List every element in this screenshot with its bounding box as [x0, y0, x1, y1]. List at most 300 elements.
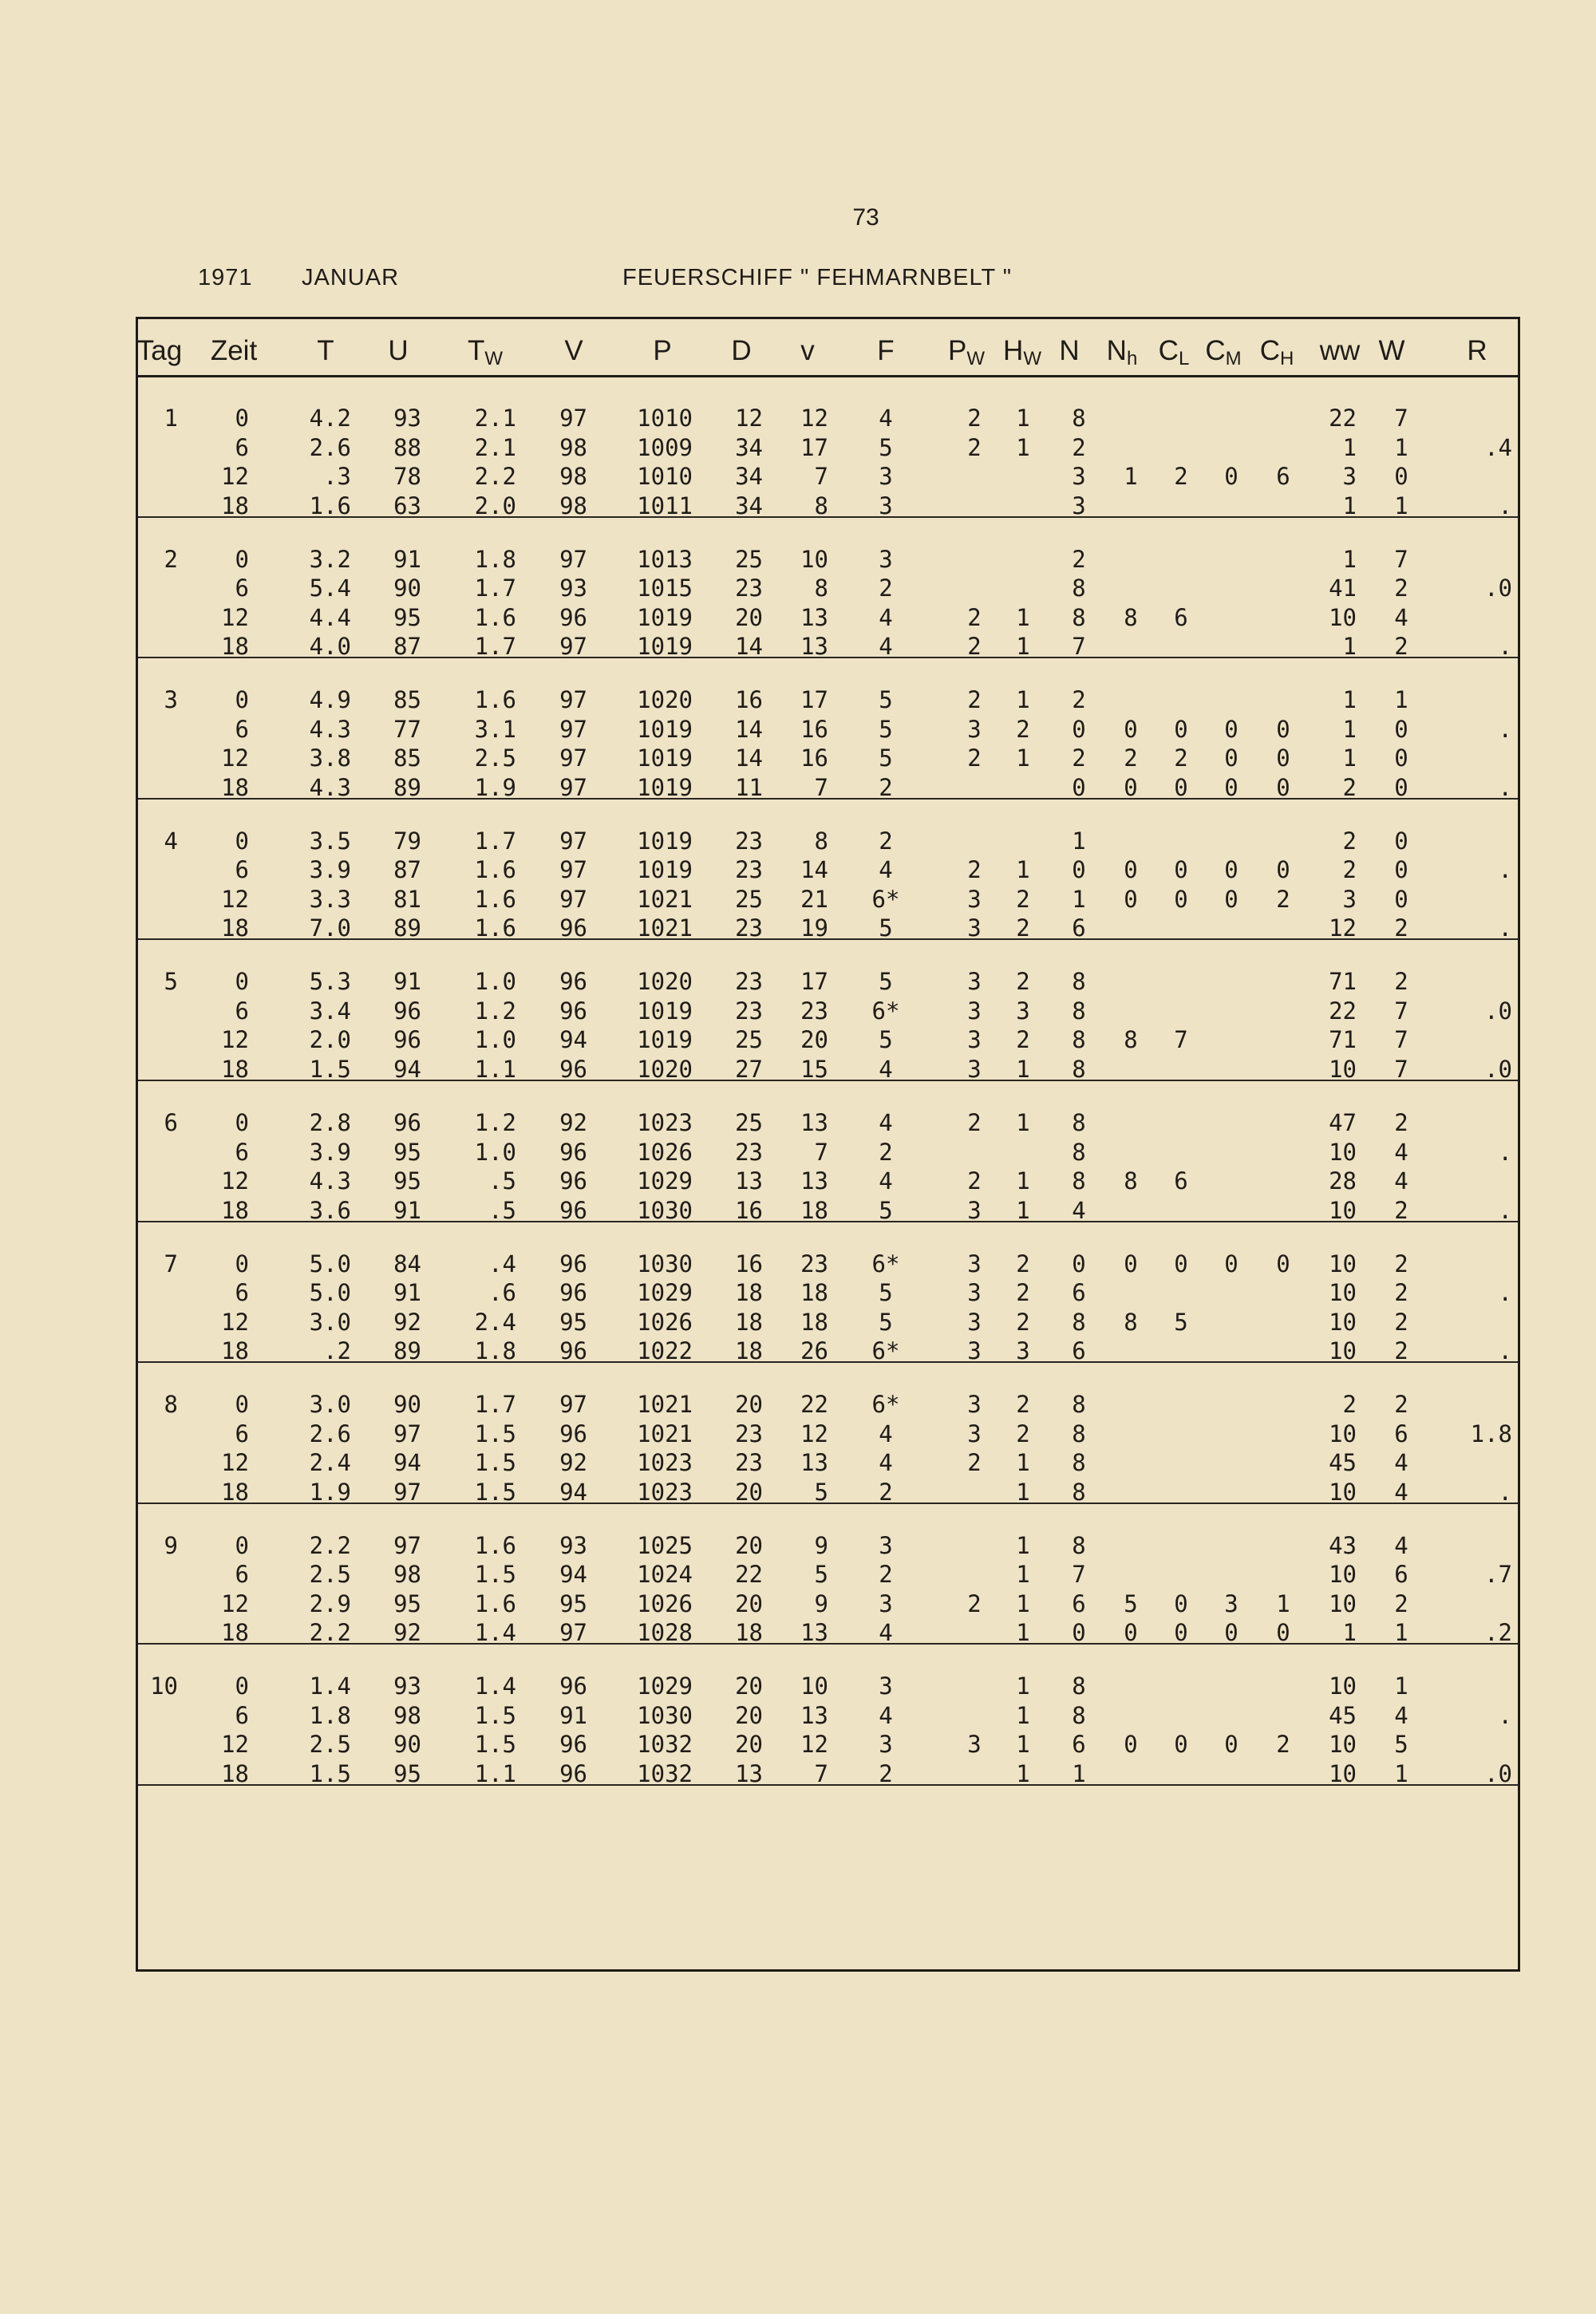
table-row — [138, 1250, 1518, 1278]
cell-u: 84 — [393, 1250, 421, 1277]
cell-zeit: 6 — [235, 1279, 249, 1307]
cell-n: 7 — [1072, 633, 1086, 661]
cell-p: 1020 — [637, 686, 693, 714]
cell-f: 2 — [879, 827, 893, 855]
cell-tw: 3.1 — [474, 715, 516, 743]
cell-d: 14 — [735, 744, 763, 772]
cell-v: 12 — [800, 1731, 828, 1759]
cell-w: 0 — [1394, 885, 1408, 913]
cell-cm: 0 — [1224, 1619, 1238, 1647]
cell-zeit: 12 — [221, 1026, 249, 1054]
cell-n: 0 — [1072, 1619, 1086, 1647]
cell-u: 98 — [393, 1701, 421, 1729]
cell-v: 92 — [559, 1109, 587, 1136]
cell-ww: 1 — [1342, 744, 1357, 772]
cell-w: 0 — [1394, 715, 1408, 743]
cell-tw: 2.5 — [474, 744, 516, 772]
cell-w: 2 — [1394, 575, 1408, 602]
cell-p: 1025 — [637, 1531, 693, 1559]
column-header-subscript: W — [484, 348, 504, 369]
cell-pw: 3 — [967, 1055, 982, 1083]
column-header — [564, 335, 583, 367]
cell-f: 5 — [879, 968, 893, 996]
cell-n: 2 — [1072, 545, 1086, 573]
day-separator — [138, 1221, 1518, 1222]
cell-u: 91 — [393, 1279, 421, 1307]
day-block — [138, 967, 1518, 1108]
cell-zeit: 6 — [235, 1138, 249, 1166]
cell-u: 97 — [393, 1420, 421, 1447]
cell-n: 8 — [1072, 1026, 1086, 1054]
cell-v: 96 — [559, 914, 587, 942]
table-row — [138, 827, 1518, 855]
cell-hw: 2 — [1016, 715, 1030, 743]
column-header — [948, 335, 985, 370]
cell-f: 6* — [871, 1250, 900, 1277]
cell-v: 97 — [559, 773, 587, 801]
cell-d: 14 — [735, 715, 763, 743]
cell-hw: 1 — [1016, 1561, 1030, 1589]
cell-f: 6* — [871, 1337, 900, 1365]
cell-ww: 1 — [1342, 433, 1357, 461]
cell-p: 1030 — [637, 1701, 693, 1729]
column-header-label: P — [947, 335, 967, 366]
cell-u: 97 — [393, 1478, 421, 1506]
cell-zeit: 0 — [235, 1250, 249, 1277]
table-row — [138, 1589, 1518, 1618]
cell-v: 17 — [800, 433, 828, 461]
cell-ww: 45 — [1329, 1449, 1357, 1477]
cell-ww: 45 — [1329, 1701, 1357, 1729]
cell-v: 96 — [559, 997, 587, 1025]
cell-v: 97 — [559, 885, 587, 913]
cell-nh: 8 — [1124, 1308, 1138, 1336]
cell-v: 18 — [800, 1279, 828, 1307]
cell-zeit: 0 — [235, 1391, 249, 1419]
cell-tw: .5 — [488, 1167, 516, 1195]
table-row — [138, 433, 1518, 462]
cell-d: 23 — [735, 914, 763, 942]
cell-t: 5.0 — [309, 1279, 351, 1307]
cell-r: .2 — [1484, 1619, 1512, 1647]
column-header — [317, 335, 334, 367]
cell-zeit: 6 — [235, 1420, 249, 1447]
cell-d: 13 — [735, 1167, 763, 1195]
cell-p: 1026 — [637, 1308, 693, 1336]
cell-tw: 1.6 — [474, 914, 516, 942]
cell-u: 92 — [393, 1619, 421, 1647]
cell-hw: 1 — [1016, 1055, 1030, 1083]
cell-p: 1026 — [637, 1589, 693, 1617]
cell-r: . — [1498, 1196, 1512, 1224]
cell-ww: 12 — [1329, 914, 1357, 942]
table-row — [138, 1138, 1518, 1167]
cell-t: 7.0 — [309, 914, 351, 942]
cell-v: 13 — [800, 633, 828, 661]
cell-zeit: 0 — [235, 686, 249, 714]
cell-pw: 3 — [967, 885, 982, 913]
cell-t: 3.8 — [309, 744, 351, 772]
cell-tw: 1.8 — [474, 545, 516, 573]
cell-hw: 2 — [1016, 1279, 1030, 1307]
column-header-label: W — [1378, 335, 1405, 366]
header-ship-name: FEUERSCHIFF " FEHMARNBELT " — [622, 265, 1012, 290]
cell-v: 16 — [800, 744, 828, 772]
table-row — [138, 603, 1518, 632]
cell-zeit: 18 — [221, 914, 249, 942]
cell-d: 14 — [735, 633, 763, 661]
cell-n: 1 — [1072, 885, 1086, 913]
page-number: 73 — [852, 204, 879, 231]
day-separator — [138, 1503, 1518, 1504]
cell-r: . — [1498, 1701, 1512, 1729]
cell-v: 17 — [800, 968, 828, 996]
cell-zeit: 12 — [221, 463, 249, 490]
cell-n: 8 — [1072, 1701, 1086, 1729]
cell-ww: 10 — [1329, 1589, 1357, 1617]
cell-w: 2 — [1394, 1337, 1408, 1365]
cell-n: 7 — [1072, 1561, 1086, 1589]
cell-zeit: 18 — [221, 1055, 249, 1083]
cell-hw: 2 — [1016, 1420, 1030, 1447]
table-row — [138, 997, 1518, 1025]
cell-p: 1019 — [637, 997, 693, 1025]
cell-v: 95 — [559, 1308, 587, 1336]
cell-t: 2.5 — [309, 1731, 351, 1759]
cell-zeit: 18 — [221, 492, 249, 519]
table-row — [138, 545, 1518, 574]
cell-cl: 5 — [1174, 1308, 1188, 1336]
cell-pw: 2 — [967, 433, 982, 461]
cell-zeit: 12 — [221, 744, 249, 772]
cell-v: 23 — [800, 1250, 828, 1277]
cell-tw: 1.4 — [474, 1672, 516, 1700]
cell-pw: 3 — [967, 1420, 982, 1447]
column-header — [388, 335, 408, 367]
cell-t: .3 — [323, 463, 351, 490]
cell-n: 8 — [1072, 1478, 1086, 1506]
column-header-label: D — [731, 335, 752, 366]
cell-v: 13 — [800, 1449, 828, 1477]
cell-zeit: 6 — [235, 997, 249, 1025]
cell-w: 2 — [1394, 914, 1408, 942]
column-header-subscript: W — [1023, 348, 1041, 369]
cell-ww: 10 — [1329, 1308, 1357, 1336]
cell-pw: 3 — [967, 1026, 982, 1054]
table-row — [138, 574, 1518, 602]
header-rule — [138, 375, 1518, 377]
cell-tw: 1.4 — [474, 1619, 516, 1647]
cell-w: 0 — [1394, 773, 1408, 801]
cell-nh: 8 — [1124, 603, 1138, 631]
cell-t: .2 — [323, 1337, 351, 1365]
cell-f: 3 — [879, 1672, 893, 1700]
column-header-label: F — [877, 335, 895, 366]
day-block — [138, 1672, 1518, 1813]
cell-f: 2 — [879, 575, 893, 602]
cell-cl: 0 — [1174, 773, 1188, 801]
cell-zeit: 12 — [221, 1167, 249, 1195]
cell-ww: 3 — [1342, 885, 1357, 913]
cell-v: 19 — [800, 914, 828, 942]
cell-zeit: 0 — [235, 1531, 249, 1559]
cell-v: 5 — [814, 1478, 828, 1506]
cell-p: 1009 — [637, 433, 693, 461]
cell-hw: 1 — [1016, 1449, 1030, 1477]
cell-tw: 1.6 — [474, 603, 516, 631]
cell-d: 23 — [735, 827, 763, 855]
cell-u: 95 — [393, 1589, 421, 1617]
cell-u: 94 — [393, 1449, 421, 1477]
cell-tw: 1.7 — [474, 575, 516, 602]
table-row — [138, 1390, 1518, 1419]
cell-t: 2.9 — [309, 1589, 351, 1617]
table-row — [138, 1308, 1518, 1337]
cell-d: 34 — [735, 433, 763, 461]
cell-d: 20 — [735, 1731, 763, 1759]
cell-tw: 1.2 — [474, 997, 516, 1025]
day-block — [138, 685, 1518, 827]
cell-d: 18 — [735, 1308, 763, 1336]
cell-v: 96 — [559, 1167, 587, 1195]
cell-n: 2 — [1072, 433, 1086, 461]
cell-f: 2 — [879, 1478, 893, 1506]
cell-v: 96 — [559, 968, 587, 996]
cell-ww: 22 — [1329, 997, 1357, 1025]
cell-zeit: 12 — [221, 1589, 249, 1617]
cell-pw: 2 — [967, 633, 982, 661]
cell-cl: 7 — [1174, 1026, 1188, 1054]
cell-v: 20 — [800, 1026, 828, 1054]
cell-cl: 0 — [1174, 1619, 1188, 1647]
column-header-label: C — [1259, 335, 1280, 366]
cell-pw: 3 — [967, 1196, 982, 1224]
column-header — [800, 335, 815, 367]
cell-tag: 9 — [164, 1531, 178, 1559]
cell-w: 1 — [1394, 1619, 1408, 1647]
cell-w: 2 — [1394, 1391, 1408, 1419]
cell-p: 1024 — [637, 1561, 693, 1589]
column-header — [468, 335, 503, 370]
cell-u: 85 — [393, 744, 421, 772]
cell-cm: 0 — [1224, 463, 1238, 490]
cell-f: 5 — [879, 1308, 893, 1336]
cell-ww: 10 — [1329, 603, 1357, 631]
cell-w: 6 — [1394, 1561, 1408, 1589]
cell-d: 16 — [735, 1250, 763, 1277]
cell-zeit: 0 — [235, 968, 249, 996]
cell-r: . — [1498, 715, 1512, 743]
cell-u: 88 — [393, 433, 421, 461]
column-header-label: v — [800, 335, 815, 366]
cell-nh: 0 — [1124, 773, 1138, 801]
cell-ww: 10 — [1329, 1759, 1357, 1787]
cell-zeit: 6 — [235, 433, 249, 461]
cell-d: 27 — [735, 1055, 763, 1083]
cell-t: 3.6 — [309, 1196, 351, 1224]
cell-t: 2.6 — [309, 1420, 351, 1447]
table-row — [138, 1560, 1518, 1589]
cell-p: 1020 — [637, 968, 693, 996]
cell-cm: 0 — [1224, 1731, 1238, 1759]
cell-cm: 0 — [1224, 744, 1238, 772]
table-row — [138, 1167, 1518, 1195]
cell-v: 96 — [559, 1337, 587, 1365]
cell-ww: 10 — [1329, 1731, 1357, 1759]
cell-v: 97 — [559, 545, 587, 573]
cell-w: 0 — [1394, 827, 1408, 855]
cell-tw: 1.7 — [474, 827, 516, 855]
cell-t: 2.5 — [309, 1561, 351, 1589]
cell-nh: 0 — [1124, 1250, 1138, 1277]
cell-v: 97 — [559, 744, 587, 772]
cell-v: 21 — [800, 885, 828, 913]
cell-u: 90 — [393, 1391, 421, 1419]
cell-u: 90 — [393, 575, 421, 602]
cell-cl: 6 — [1174, 1167, 1188, 1195]
cell-f: 5 — [879, 1196, 893, 1224]
cell-n: 6 — [1072, 1731, 1086, 1759]
cell-tw: 1.9 — [474, 773, 516, 801]
cell-ww: 10 — [1329, 1250, 1357, 1277]
cell-t: 5.0 — [309, 1250, 351, 1277]
cell-cl: 2 — [1174, 463, 1188, 490]
cell-p: 1020 — [637, 1055, 693, 1083]
cell-f: 6* — [871, 1391, 900, 1419]
column-header-label: H — [1003, 335, 1024, 366]
cell-r: . — [1498, 914, 1512, 942]
cell-u: 95 — [393, 1759, 421, 1787]
cell-ch: 0 — [1276, 1619, 1290, 1647]
cell-d: 23 — [735, 1420, 763, 1447]
cell-w: 4 — [1394, 1478, 1408, 1506]
cell-v: 94 — [559, 1561, 587, 1589]
cell-pw: 2 — [967, 686, 982, 714]
day-separator — [138, 657, 1518, 658]
cell-v: 96 — [559, 603, 587, 631]
cell-hw: 1 — [1016, 1701, 1030, 1729]
day-block — [138, 1250, 1518, 1391]
cell-w: 7 — [1394, 405, 1408, 432]
cell-u: 96 — [393, 1109, 421, 1136]
day-block — [138, 545, 1518, 686]
cell-w: 7 — [1394, 545, 1408, 573]
cell-p: 1010 — [637, 405, 693, 432]
cell-d: 22 — [735, 1561, 763, 1589]
cell-ch: 6 — [1276, 463, 1290, 490]
cell-tag: 5 — [164, 968, 178, 996]
cell-zeit: 6 — [235, 856, 249, 884]
header-year: 1971 — [198, 265, 253, 290]
cell-ww: 10 — [1329, 1196, 1357, 1224]
day-separator — [138, 1643, 1518, 1645]
cell-zeit: 6 — [235, 1701, 249, 1729]
cell-v: 9 — [814, 1589, 828, 1617]
cell-w: 5 — [1394, 1731, 1408, 1759]
cell-pw: 3 — [967, 715, 982, 743]
cell-r: . — [1498, 1279, 1512, 1307]
cell-f: 5 — [879, 1026, 893, 1054]
cell-tw: 1.2 — [474, 1109, 516, 1136]
cell-tw: 1.0 — [474, 968, 516, 996]
column-header — [1320, 335, 1361, 367]
cell-u: 85 — [393, 686, 421, 714]
cell-ww: 10 — [1329, 1420, 1357, 1447]
cell-zeit: 18 — [221, 773, 249, 801]
cell-p: 1021 — [637, 1391, 693, 1419]
cell-r: .0 — [1484, 1759, 1512, 1787]
column-header-label: C — [1205, 335, 1226, 366]
cell-f: 5 — [879, 1279, 893, 1307]
cell-d: 20 — [735, 1672, 763, 1700]
cell-v: 93 — [559, 575, 587, 602]
day-separator — [138, 798, 1518, 800]
cell-w: 1 — [1394, 433, 1408, 461]
column-headers — [138, 319, 1518, 377]
cell-v: 15 — [800, 1055, 828, 1083]
cell-ww: 1 — [1342, 633, 1357, 661]
cell-v: 93 — [559, 1531, 587, 1559]
cell-f: 3 — [879, 1589, 893, 1617]
cell-v: 97 — [559, 1391, 587, 1419]
cell-w: 4 — [1394, 1138, 1408, 1166]
cell-w: 6 — [1394, 1420, 1408, 1447]
cell-t: 1.4 — [309, 1672, 351, 1700]
cell-t: 3.5 — [309, 827, 351, 855]
cell-v: 96 — [559, 1055, 587, 1083]
cell-pw: 3 — [967, 1308, 982, 1336]
column-header-label: N — [1106, 335, 1127, 366]
cell-hw: 2 — [1016, 914, 1030, 942]
cell-tw: 2.1 — [474, 433, 516, 461]
cell-v: 92 — [559, 1449, 587, 1477]
cell-v: 97 — [559, 633, 587, 661]
cell-nh: 0 — [1124, 856, 1138, 884]
cell-tag: 4 — [164, 827, 178, 855]
cell-tw: 1.6 — [474, 1589, 516, 1617]
cell-tw: 1.6 — [474, 686, 516, 714]
cell-d: 18 — [735, 1279, 763, 1307]
observation-table — [136, 317, 1520, 1972]
cell-d: 25 — [735, 885, 763, 913]
cell-d: 25 — [735, 1026, 763, 1054]
cell-cm: 0 — [1224, 773, 1238, 801]
column-header — [211, 335, 257, 367]
cell-p: 1021 — [637, 1420, 693, 1447]
cell-cm: 0 — [1224, 1250, 1238, 1277]
cell-ww: 2 — [1342, 1391, 1357, 1419]
cell-nh: 0 — [1124, 885, 1138, 913]
cell-hw: 1 — [1016, 1167, 1030, 1195]
cell-p: 1021 — [637, 885, 693, 913]
cell-tw: 1.6 — [474, 885, 516, 913]
cell-tag: 2 — [164, 545, 178, 573]
cell-pw: 2 — [967, 1167, 982, 1195]
cell-n: 8 — [1072, 1391, 1086, 1419]
cell-p: 1029 — [637, 1672, 693, 1700]
cell-ww: 2 — [1342, 773, 1357, 801]
cell-v: 8 — [814, 492, 828, 519]
cell-t: 3.2 — [309, 545, 351, 573]
cell-p: 1029 — [637, 1279, 693, 1307]
cell-t: 4.3 — [309, 1167, 351, 1195]
cell-n: 1 — [1072, 827, 1086, 855]
cell-ww: 10 — [1329, 1138, 1357, 1166]
cell-v: 8 — [814, 575, 828, 602]
cell-n: 8 — [1072, 1055, 1086, 1083]
cell-tw: 1.8 — [474, 1337, 516, 1365]
cell-r: . — [1498, 633, 1512, 661]
